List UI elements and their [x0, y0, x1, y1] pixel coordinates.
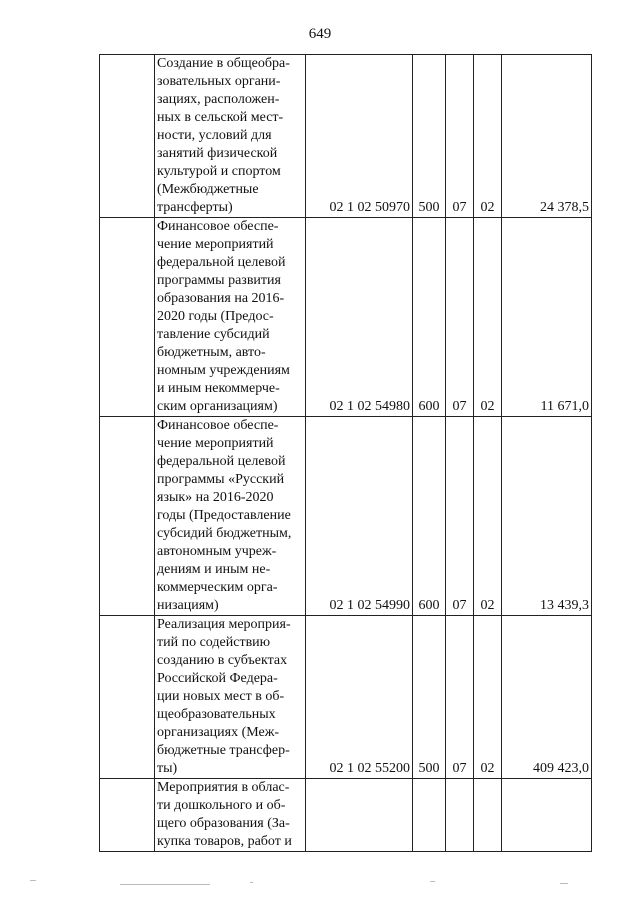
expense-type: 600 [413, 218, 446, 417]
amount: 409 423,0 [502, 616, 592, 779]
table-row [100, 218, 592, 417]
subsection-code: 02 [474, 616, 502, 779]
amount: 11 671,0 [502, 218, 592, 417]
subsection-code: 02 [474, 218, 502, 417]
blank-cell [100, 616, 155, 779]
amount [502, 779, 592, 852]
table-row [100, 616, 592, 779]
page-number: 649 [308, 26, 332, 42]
item-name: Реализация мероприя- тий по содействию созданию в субъектах Российской Федера- ции новых мест в об- щеобразовательных организациях (Меж- бюджетные трансфер- ты) [155, 616, 306, 779]
subsection-code: 02 [474, 417, 502, 616]
blank-cell [100, 55, 155, 218]
amount: 13 439,3 [502, 417, 592, 616]
target-code: 02 1 02 55200 [306, 616, 413, 779]
amount: 24 378,5 [502, 55, 592, 218]
section-code [446, 779, 474, 852]
target-code [306, 779, 413, 852]
expense-type: 500 [413, 55, 446, 218]
table-row [100, 417, 592, 616]
table-row [100, 55, 592, 218]
item-name: Мероприятия в облас- ти дошкольного и об- щего образования (За- купка товаров, работ и [155, 779, 306, 852]
subsection-code: 02 [474, 55, 502, 218]
subsection-code [474, 779, 502, 852]
target-code: 02 1 02 54980 [306, 218, 413, 417]
section-code: 07 [446, 417, 474, 616]
blank-cell [100, 218, 155, 417]
section-code: 07 [446, 616, 474, 779]
blank-cell [100, 417, 155, 616]
budget-table-body [100, 55, 592, 852]
section-code: 07 [446, 55, 474, 218]
expense-type: 500 [413, 616, 446, 779]
item-name: Финансовое обеспе- чение мероприятий федеральной целевой программы развития образования на 2016- 2020 годы (Предос- тавление субсидий бюджетным, авто- номным учреждениям и иным некоммерче- ским организациям) [155, 218, 306, 417]
expense-type [413, 779, 446, 852]
scan-noise [0, 878, 640, 890]
target-code: 02 1 02 54990 [306, 417, 413, 616]
item-name: Финансовое обеспе- чение мероприятий федеральной целевой программы «Русский язык» на 2016-2020 годы (Предоставление субсидий бюджетным, автономным учреж- дениям и иным не- коммерческим орга- низациям) [155, 417, 306, 616]
section-code: 07 [446, 218, 474, 417]
blank-cell [100, 779, 155, 852]
expense-type: 600 [413, 417, 446, 616]
table-row [100, 779, 592, 852]
item-name: Создание в общеобра- зовательных органи- зациях, расположен- ных в сельской мест- ности, условий для занятий физической культурой и спортом (Межбюджетные трансферты) [155, 55, 306, 218]
budget-table [99, 54, 592, 852]
target-code: 02 1 02 50970 [306, 55, 413, 218]
